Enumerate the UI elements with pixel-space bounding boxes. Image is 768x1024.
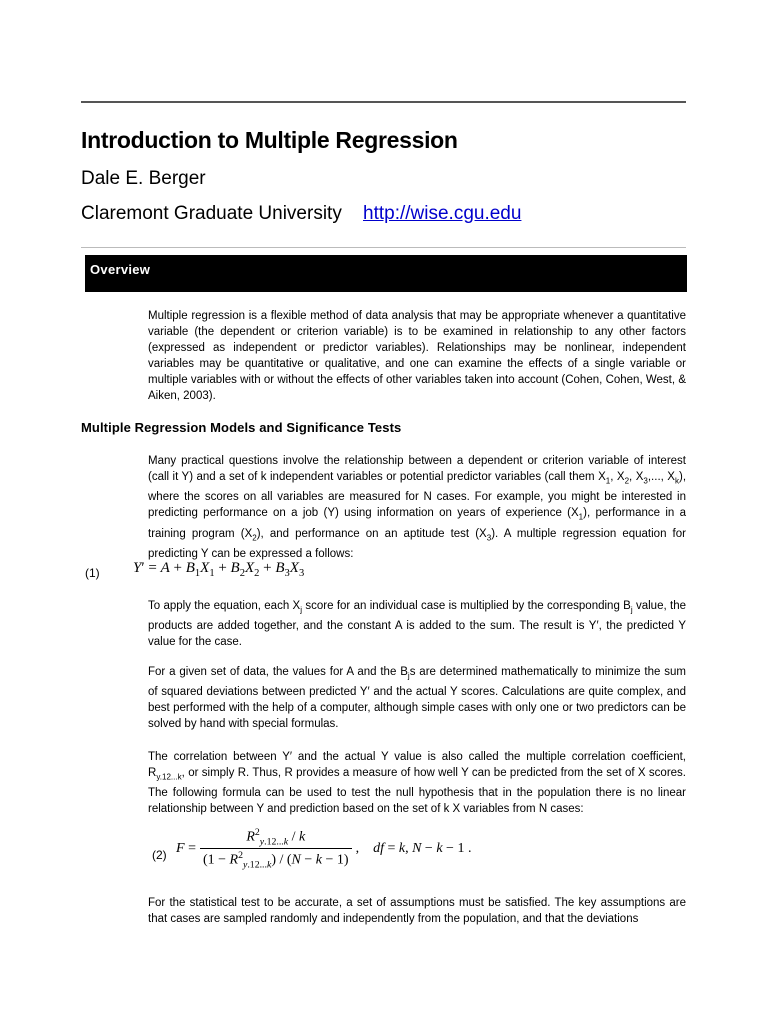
assumptions-paragraph: For the statistical test to be accurate, a set of assumptions must be satisfied. The key assumptions are that cases are sampled randomly and independently from the population, and that the deviations bbox=[148, 897, 686, 925]
regression-equation: $Y' = A + B_1X_1 + B_2X_2 + B_3X_3$ bbox=[133, 560, 305, 579]
institution-name: Claremont Graduate University bbox=[81, 203, 342, 224]
author-name: Dale E. Berger bbox=[81, 168, 206, 189]
header-divider bbox=[81, 247, 686, 248]
overview-banner bbox=[85, 255, 687, 292]
f-test-equation: F = $\frac{R^2_{y.12...k} / k}{(1 - R^2_{y.12...k}) / (N - k - 1)}$ , df = k, N − k − 1 . bbox=[176, 827, 472, 871]
section-heading: Multiple Regression Models and Significance Tests bbox=[81, 420, 402, 435]
top-rule bbox=[81, 101, 686, 103]
document-title: Introduction to Multiple Regression bbox=[81, 127, 458, 153]
multiple-correlation-paragraph: The correlation between Y′ and the actual Y value is also called the multiple correlation coefficient, $R_{y.12...k}$, or simply R. Thus, R provides a measure of how well Y can be predicted from the set of X scores. The following formula can be used to test the null hypothesis that in the population there is no linear relationship between Y and prediction based on the set of k X variables from N cases: bbox=[148, 751, 686, 816]
equation-1-number: (1) bbox=[85, 566, 100, 580]
equation-2-number: (2) bbox=[152, 848, 167, 862]
overview-heading: Overview bbox=[90, 262, 151, 277]
website-link[interactable]: http://wise.cgu.edu bbox=[363, 203, 522, 224]
least-squares-paragraph: For a given set of data, the values for A and the $B_js$ are determined mathematically to minimize the sum of squared deviations between predicted Y′ and the actual Y scores. Calculations are quite complex, and best performed with the help of a computer, although simple cases with only one or two predictors can be solved by hand with special formulas. bbox=[148, 666, 686, 731]
overview-paragraph: Multiple regression is a flexible method of data analysis that may be appropriate whenever a quantitative variable (the dependent or criterion variable) is to be examined in relationship to any other factors (expressed as independent or predictor variables). Relationships may be nonlinear, independent variables may be quantitative or qualitative, and one can examine the effects of a single variable or multiple variables with or without the effects of other variables taken into account (Cohen, Cohen, West, & Aiken, 2003). bbox=[148, 310, 686, 402]
intro-paragraph: Many practical questions involve the relationship between a dependent or criterion variable of interest (call it Y) and a set of k independent variables or potential predictor variables (call them $X_1$, $X_2$, $X_3$,..., $X_k$), where the scores on all variables are measured for N cases. For example, you might be interested in predicting performance on a job (Y) using information on years of experience $(X_1)$, performance in a training program $(X_2)$, and performance on an aptitude test $(X_3)$. A multiple regression equation for predicting Y can be expressed a follows: bbox=[148, 455, 687, 560]
apply-equation-paragraph: To apply the equation, each $X_j$ score for an individual case is multiplied by the corresponding $B_j$ value, the products are added together, and the constant A is added to the sum. The result is Y′, the predicted Y value for the case. bbox=[148, 600, 686, 649]
